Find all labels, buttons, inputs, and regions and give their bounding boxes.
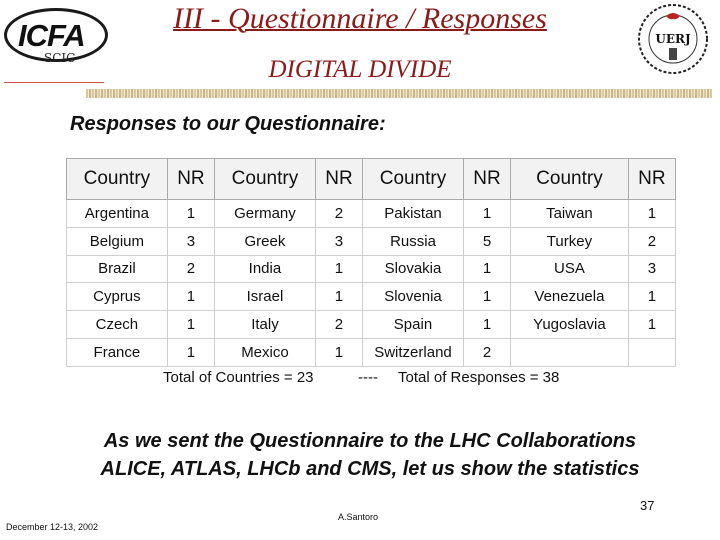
- logo-sub-text: SCIC: [44, 51, 76, 65]
- country-cell: Slovakia: [363, 255, 464, 283]
- column-header: Country: [67, 159, 168, 200]
- country-cell: Pakistan: [363, 200, 464, 228]
- country-cell: Russia: [363, 227, 464, 255]
- country-cell: Israel: [215, 283, 316, 311]
- nr-cell: 1: [167, 311, 214, 339]
- nr-cell: 1: [628, 283, 675, 311]
- uerj-seal: [636, 2, 710, 76]
- country-cell: Switzerland: [363, 338, 464, 366]
- column-header: Country: [363, 159, 464, 200]
- nr-cell: 2: [628, 227, 675, 255]
- summary-line-1: As we sent the Questionnaire to the LHC Collaborations: [103, 430, 637, 452]
- nr-cell: 2: [463, 338, 510, 366]
- nr-cell: 3: [167, 227, 214, 255]
- country-cell: Spain: [363, 311, 464, 339]
- date-label: December 12-13, 2002: [6, 522, 99, 532]
- column-header: Country: [215, 159, 316, 200]
- country-cell: Greek: [215, 227, 316, 255]
- nr-cell: 1: [167, 200, 214, 228]
- country-cell: Germany: [215, 200, 316, 228]
- country-cell: Taiwan: [511, 200, 629, 228]
- nr-cell: 1: [463, 255, 510, 283]
- nr-cell: 1: [463, 311, 510, 339]
- total-countries: Total of Countries = 23: [163, 369, 314, 386]
- country-cell: Venezuela: [511, 283, 629, 311]
- table-row: [67, 338, 676, 366]
- author-label: A.Santoro: [338, 512, 379, 522]
- country-cell: Slovenia: [363, 283, 464, 311]
- country-cell: Czech: [67, 311, 168, 339]
- slide-title: III - Questionnaire / Responses: [173, 2, 547, 35]
- table-row: [67, 200, 676, 228]
- slide-subtitle: DIGITAL DIVIDE: [268, 56, 452, 83]
- country-cell: [511, 338, 629, 366]
- nr-cell: 1: [315, 255, 362, 283]
- country-cell: Argentina: [67, 200, 168, 228]
- summary-line-2: ALICE, ATLAS, LHCb and CMS, let us show the statistics: [100, 458, 640, 480]
- totals-separator: ----: [358, 369, 378, 386]
- section-heading: Responses to our Questionnaire:: [70, 113, 386, 135]
- country-cell: Turkey: [511, 227, 629, 255]
- nr-cell: 1: [315, 283, 362, 311]
- column-header: NR: [628, 159, 675, 200]
- nr-cell: 1: [628, 311, 675, 339]
- country-cell: Yugoslavia: [511, 311, 629, 339]
- column-header: Country: [511, 159, 629, 200]
- country-cell: Brazil: [67, 255, 168, 283]
- nr-cell: 1: [463, 200, 510, 228]
- country-cell: France: [67, 338, 168, 366]
- nr-cell: 1: [315, 338, 362, 366]
- country-cell: USA: [511, 255, 629, 283]
- nr-cell: 1: [463, 283, 510, 311]
- column-header: NR: [315, 159, 362, 200]
- country-cell: Mexico: [215, 338, 316, 366]
- nr-cell: 2: [315, 200, 362, 228]
- table-header-row: [67, 159, 676, 200]
- nr-cell: 1: [628, 200, 675, 228]
- responses-table: [66, 158, 676, 367]
- nr-cell: 5: [463, 227, 510, 255]
- table-row: [67, 227, 676, 255]
- country-cell: Italy: [215, 311, 316, 339]
- country-cell: Cyprus: [67, 283, 168, 311]
- country-cell: India: [215, 255, 316, 283]
- decorative-divider: [86, 89, 712, 98]
- nr-cell: 1: [167, 283, 214, 311]
- nr-cell: 3: [315, 227, 362, 255]
- table-row: [67, 311, 676, 339]
- table-row: [67, 283, 676, 311]
- country-cell: Belgium: [67, 227, 168, 255]
- nr-cell: 2: [167, 255, 214, 283]
- nr-cell: [628, 338, 675, 366]
- column-header: NR: [167, 159, 214, 200]
- table-row: [67, 255, 676, 283]
- nr-cell: 1: [167, 338, 214, 366]
- total-responses: Total of Responses = 38: [398, 369, 560, 386]
- page-number: 37: [640, 498, 655, 513]
- logo-main-text: ICFA: [18, 18, 85, 53]
- nr-cell: 2: [315, 311, 362, 339]
- summary-text: [20, 427, 720, 483]
- column-header: NR: [463, 159, 510, 200]
- nr-cell: 3: [628, 255, 675, 283]
- seal-text: UERJ: [655, 32, 691, 46]
